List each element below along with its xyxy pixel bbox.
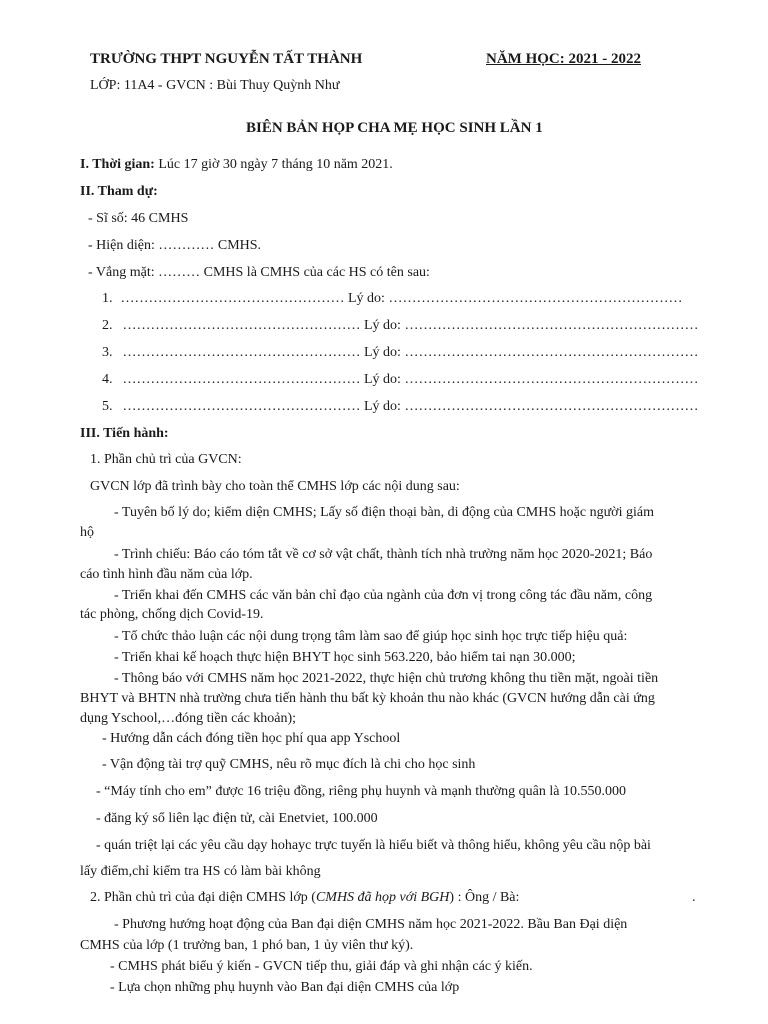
attendance-absent: - Vắng mặt: ……… CMHS là CMHS của các HS có tên sau: bbox=[88, 265, 430, 280]
absentee-reason-label: Lý do: bbox=[364, 372, 401, 387]
part2-suffix: ) : Ông / Bà: bbox=[449, 890, 520, 905]
content-line: cáo tình hình đầu năm của lớp. bbox=[80, 567, 253, 582]
absentee-row bbox=[102, 344, 698, 361]
part2-line: - Phương hướng hoạt động của Ban đại diện CMHS năm học 2021-2022. Bầu Ban Đại diện bbox=[114, 917, 628, 932]
absentee-reason-blank: ……………………………………………………… bbox=[404, 399, 699, 414]
part2-line: - CMHS phát biểu ý kiến - GVCN tiếp thu, giải đáp và ghi nhận các ý kiến. bbox=[110, 959, 533, 974]
attendance-present: - Hiện diện: ………… CMHS. bbox=[88, 238, 262, 253]
absentee-number: 4. bbox=[102, 372, 113, 387]
content-line: dụng Yschool,…đóng tiền các khoản); bbox=[80, 711, 297, 726]
part2-prefix: 2. Phần chủ trì của đại diện CMHS lớp ( bbox=[90, 890, 316, 905]
absentee-row bbox=[102, 398, 698, 415]
time-value: Lúc 17 giờ 30 ngày 7 tháng 10 năm 2021. bbox=[154, 157, 393, 172]
absentee-number: 3. bbox=[102, 345, 113, 360]
attendance-heading: II. Tham dự: bbox=[80, 184, 158, 199]
absentee-number: 5. bbox=[102, 399, 113, 414]
content-line: tác phòng, chống dịch Covid-19. bbox=[80, 607, 264, 622]
content-line: lấy điểm,chỉ kiểm tra HS có làm bài không bbox=[80, 864, 321, 879]
absentee-reason-blank: ……………………………………………………… bbox=[404, 345, 699, 360]
content-line: - Tuyên bố lý do; kiểm diện CMHS; Lấy số điện thoại bàn, di động của CMHS hoặc người giám bbox=[114, 505, 654, 520]
absentee-reason-blank: ……………………………………………………… bbox=[404, 372, 699, 387]
content-line: - Vận động tài trợ quỹ CMHS, nêu rõ mục đích là chi cho học sinh bbox=[102, 757, 476, 772]
part2-heading bbox=[90, 889, 519, 906]
absentee-name-blank: …………………………………………… bbox=[122, 318, 361, 333]
content-line: BHYT và BHTN nhà trường chưa tiến hành thu bất kỳ khoản thu nào khác (GVCN hướng dẫn cài ứng bbox=[80, 691, 655, 706]
absentee-row bbox=[102, 317, 698, 334]
absentee-reason-blank: ……………………………………………………… bbox=[388, 291, 683, 306]
part2-line: - Lựa chọn những phụ huynh vào Ban đại diện CMHS của lớp bbox=[110, 980, 460, 995]
part2-line: CMHS của lớp (1 trưởng ban, 1 phó ban, 1 ủy viên thư ký). bbox=[80, 938, 414, 953]
absentee-name-blank: ………………………………………… bbox=[120, 291, 345, 306]
time-line bbox=[80, 156, 393, 173]
absentee-row bbox=[102, 371, 698, 388]
content-line: - Triển khai kế hoạch thực hiện BHYT học sinh 563.220, bảo hiểm tai nạn 30.000; bbox=[114, 650, 576, 665]
school-year: NĂM HỌC: 2021 - 2022 bbox=[486, 51, 641, 67]
content-line: - Thông báo với CMHS năm học 2021-2022, thực hiện chủ trương không thu tiền mặt, ngoài tiền bbox=[114, 671, 659, 686]
content-line: - đăng ký sổ liên lạc điện tử, cài Enetviet, 100.000 bbox=[96, 811, 378, 826]
content-line: - Tổ chức thảo luận các nội dung trọng tâm làm sao để giúp học sinh học trực tiếp hiệu quả: bbox=[114, 629, 628, 644]
absentee-reason-label: Lý do: bbox=[364, 345, 401, 360]
part2-end: . bbox=[692, 890, 696, 905]
absentee-name-blank: …………………………………………… bbox=[122, 372, 361, 387]
content-line: hộ bbox=[80, 525, 94, 540]
absentee-reason-label: Lý do: bbox=[364, 399, 401, 414]
part1-intro: GVCN lớp đã trình bày cho toàn thể CMHS lớp các nội dung sau: bbox=[90, 479, 460, 494]
school-name: TRƯỜNG THPT NGUYỄN TẤT THÀNH bbox=[90, 51, 363, 67]
part2-italic-note: CMHS đã họp với BGH bbox=[315, 890, 450, 905]
content-line: - quán triệt lại các yêu cầu dạy hohayc trực tuyến là hiểu biết và thông hiểu, không yêu cầu nộp bài bbox=[96, 838, 651, 853]
proceedings-heading: III. Tiến hành: bbox=[80, 426, 169, 441]
attendance-total: - Sĩ số: 46 CMHS bbox=[88, 211, 189, 226]
absentee-name-blank: …………………………………………… bbox=[122, 399, 361, 414]
content-line: - Triển khai đến CMHS các văn bản chỉ đạo của ngành của đơn vị trong công tác đầu năm, công bbox=[114, 588, 653, 603]
page-title: BIÊN BẢN HỌP CHA MẸ HỌC SINH LẦN 1 bbox=[246, 120, 543, 136]
content-line: - Trình chiếu: Báo cáo tóm tắt về cơ sở vật chất, thành tích nhà trường năm học 2020-2021; Báo bbox=[114, 547, 653, 562]
part1-heading: 1. Phần chủ trì của GVCN: bbox=[90, 452, 242, 467]
time-label: I. Thời gian: bbox=[80, 157, 155, 172]
absentee-reason-label: Lý do: bbox=[364, 318, 401, 333]
absentee-reason-blank: ……………………………………………………… bbox=[404, 318, 699, 333]
content-line: - “Máy tính cho em” được 16 triệu đồng, riêng phụ huynh và mạnh thường quân là 10.550.000 bbox=[96, 784, 626, 799]
absentee-number: 1. bbox=[102, 291, 113, 306]
class-line: LỚP: 11A4 - GVCN : Bùi Thuy Quỳnh Như bbox=[90, 78, 340, 93]
absentee-row bbox=[102, 290, 682, 307]
absentee-reason-label: Lý do: bbox=[348, 291, 385, 306]
absentee-name-blank: …………………………………………… bbox=[122, 345, 361, 360]
content-line: - Hướng dẫn cách đóng tiền học phí qua app Yschool bbox=[102, 731, 401, 746]
absentee-number: 2. bbox=[102, 318, 113, 333]
